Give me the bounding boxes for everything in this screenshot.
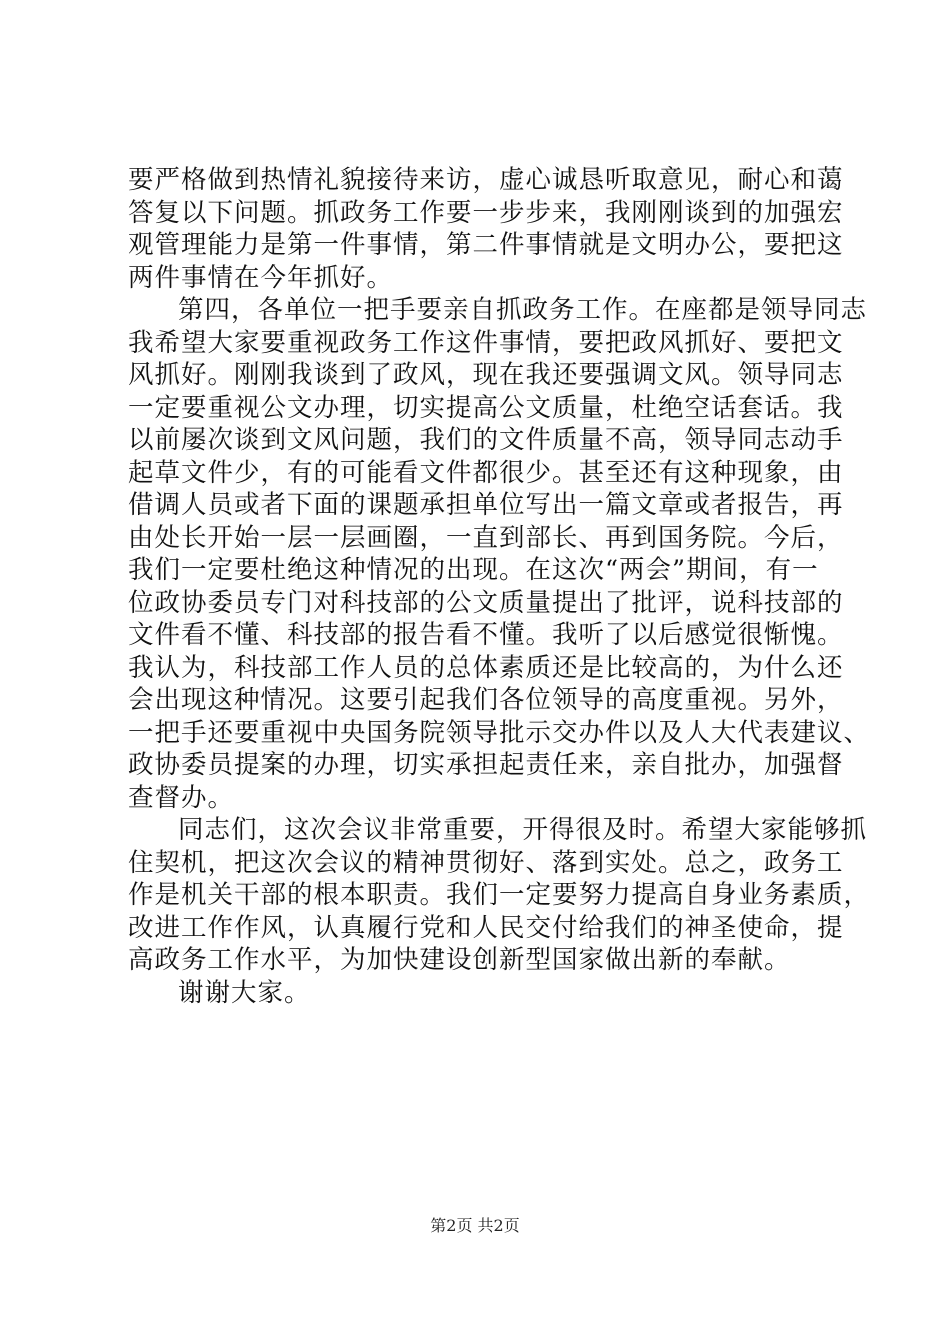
text-line: 一定要重视公文办理，切实提高公文质量，杜绝空话套话。我 [128,392,844,423]
text-line: 借调人员或者下面的课题承担单位写出一篇文章或者报告，再 [128,490,844,520]
text-line: 我希望大家要重视政务工作这件事情，要把政风抓好、要把文 [128,327,844,358]
text-line: 文件看不懂、科技部的报告看不懂。我听了以后感觉很惭愧。 [128,620,844,650]
text-line: 要严格做到热情礼貌接待来访，虚心诚恳听取意见，耐心和蔼 [128,165,844,195]
text-line: 观管理能力是第一件事情，第二件事情就是文明办公，要把这 [128,230,844,260]
page-number-footer: 第2页 共2页 [430,1216,520,1235]
paragraph-first-line: 谢谢大家。 [178,977,311,1008]
text-line: 我认为，科技部工作人员的总体素质还是比较高的，为什么还 [128,652,844,683]
text-line: 以前屡次谈到文风问题，我们的文件质量不高，领导同志动手 [128,425,844,455]
text-line: 改进工作作风，认真履行党和人民交付给我们的神圣使命，提 [128,912,844,943]
text-line: 我们一定要杜绝这种情况的出现。在这次“两会”期间，有一 [128,555,819,585]
paragraph-first-line: 同志们，这次会议非常重要，开得很及时。希望大家能够抓 [178,815,868,845]
text-line: 由处长开始一层一层画圈，一直到部长、再到国务院。今后， [128,522,844,553]
text-line: 位政协委员专门对科技部的公文质量提出了批评，说科技部的 [128,587,844,618]
text-line: 高政务工作水平，为加快建设创新型国家做出新的奉献。 [128,945,791,975]
paragraph-first-line: 第四，各单位一把手要亲自抓政务工作。在座都是领导同志 [178,295,868,325]
text-line: 答复以下问题。抓政务工作要一步步来，我刚刚谈到的加强宏 [128,197,844,228]
text-line: 住契机，把这次会议的精神贯彻好、落到实处。总之，政务工 [128,847,844,878]
text-line: 风抓好。刚刚我谈到了政风，现在我还要强调文风。领导同志 [128,360,844,390]
text-line: 会出现这种情况。这要引起我们各位领导的高度重视。另外， [128,685,844,715]
text-line: 两件事情在今年抓好。 [128,262,394,293]
text-line: 作是机关干部的根本职责。我们一定要努力提高自身业务素质， [128,880,871,910]
text-line: 政协委员提案的办理，切实承担起责任来，亲自批办，加强督 [128,750,844,780]
document-body [128,164,871,1009]
text-line: 一把手还要重视中央国务院领导批示交办件以及人大代表建议、 [128,717,871,748]
text-line: 起草文件少，有的可能看文件都很少。甚至还有这种现象，由 [128,457,844,488]
text-line: 查督办。 [128,782,235,813]
